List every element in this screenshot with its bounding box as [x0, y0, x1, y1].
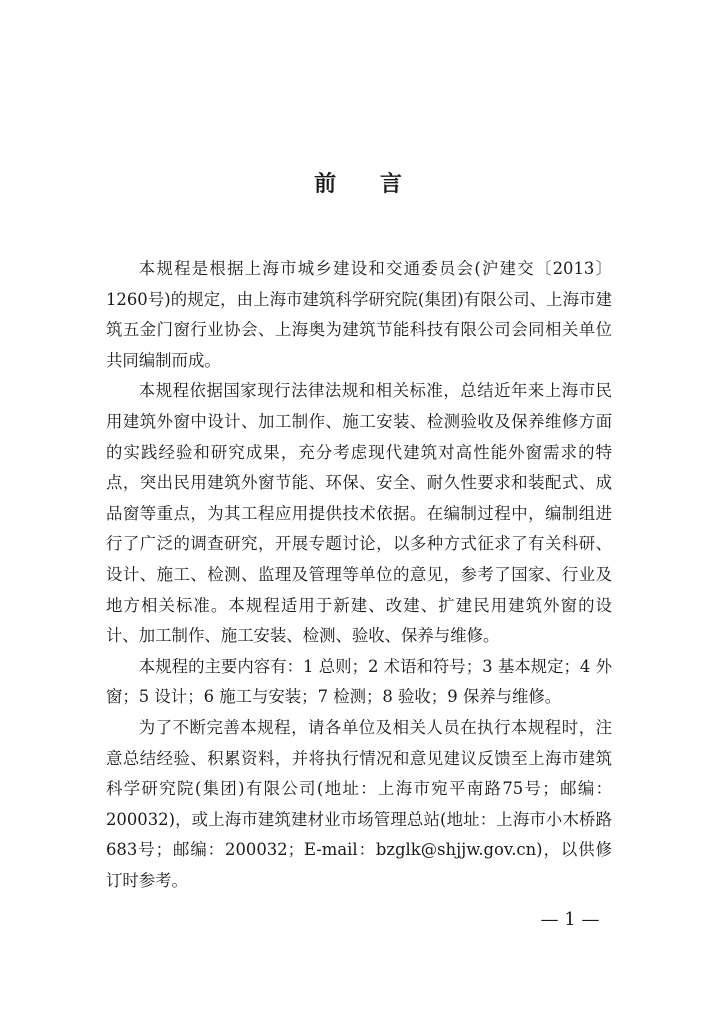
- page-title: 前 言: [314, 172, 420, 197]
- page-number: — 1 —: [540, 909, 600, 930]
- paragraph: 本规程是根据上海市城乡建设和交通委员会(沪建交〔2013〕1260号)的规定，由上海市建筑科学研究院(集团)有限公司、上海市建筑五金门窗行业协会、上海奥为建筑节能科技有限公司会同相关单位共同编制而成。: [106, 259, 612, 370]
- paragraph: 为了不断完善本规程，请各单位及相关人员在执行本规程时，注意总结经验、积累资料，并将执行情况和意见建议反馈至上海市建筑科学研究院(集团)有限公司(地址：上海市宛平南路75号；邮编：200032)，或上海市建筑建材业市场管理总站(地址：上海市小木桥路683号；邮编：200032；E-mail：bzglk@shjjw.gov.cn)，以供修订时参考。: [106, 717, 612, 890]
- paragraph: 本规程依据国家现行法律法规和相关标准，总结近年来上海市民用建筑外窗中设计、加工制作、施工安装、检测验收及保养维修方面的实践经验和研究成果，充分考虑现代建筑对高性能外窗需求的特点，突出民用建筑外窗节能、环保、安全、耐久性要求和装配式、成品窗等重点，为其工程应用提供技术依据。在编制过程中，编制组进行了广泛的调查研究，开展专题讨论，以多种方式征求了有关科研、设计、施工、检测、监理及管理等单位的意见，参考了国家、行业及地方相关标准。本规程适用于新建、改建、扩建民用建筑外窗的设计、加工制作、施工安装、检测、验收、保养与维修。: [106, 381, 612, 646]
- body-text: [106, 254, 612, 896]
- paragraph: 本规程的主要内容有：1 总则；2 术语和符号；3 基本规定；4 外窗；5 设计；6 施工与安装；7 检测；8 验收；9 保养与维修。: [106, 656, 612, 707]
